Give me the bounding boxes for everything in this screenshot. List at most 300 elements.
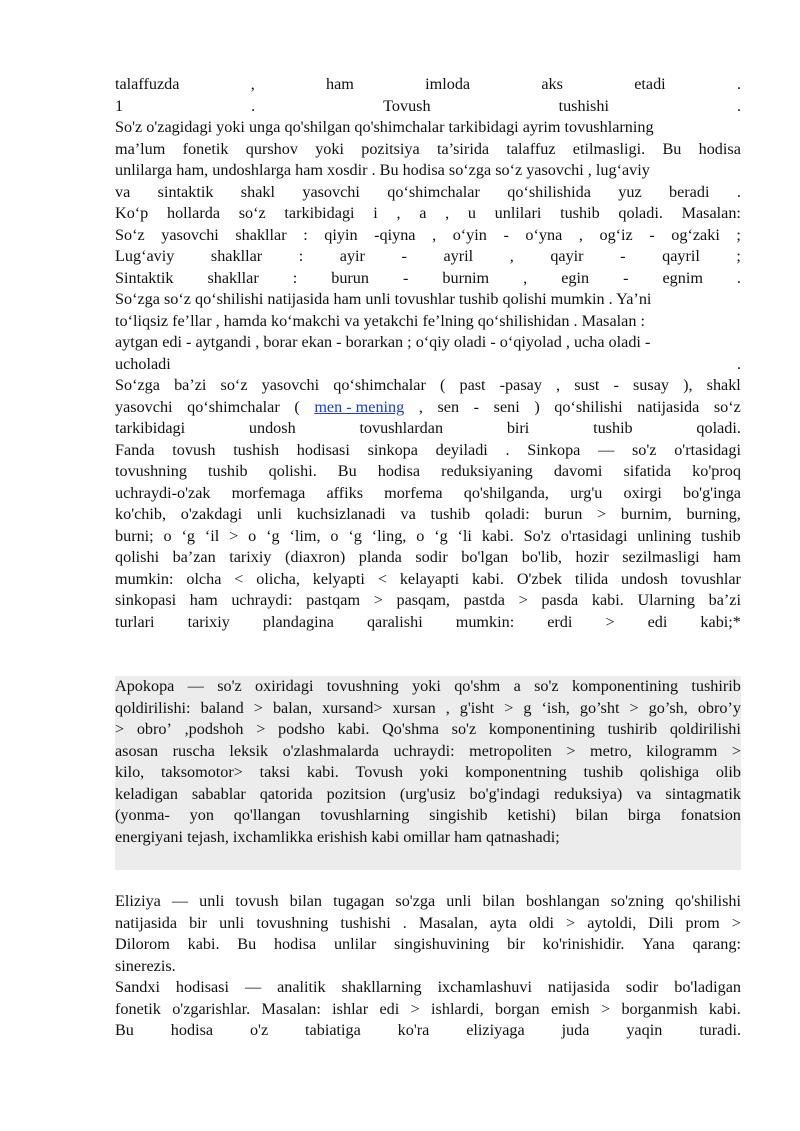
word: ‘g — [181, 526, 195, 545]
word: Eliziya — [115, 892, 161, 910]
word: kabi. — [337, 720, 370, 738]
word: . — [736, 182, 741, 201]
spacer — [115, 848, 741, 870]
word: o'zgarishlar. — [172, 999, 251, 1018]
word: — — [244, 978, 262, 996]
word: . — [736, 75, 741, 93]
word: qoladi. — [696, 419, 741, 437]
word: sinerezis. — [115, 956, 176, 975]
word: < — [234, 569, 244, 588]
word: hodisasi — [175, 978, 229, 996]
word: qurshov — [245, 139, 298, 158]
word: tushib — [701, 526, 741, 545]
word: unli — [256, 505, 283, 523]
word: — — [187, 677, 204, 695]
word: ko'chib, — [115, 505, 167, 523]
apokopa-section — [115, 676, 741, 848]
word: ( — [439, 376, 446, 394]
word: . — [736, 96, 741, 115]
word: balan, — [272, 698, 313, 717]
word: tushib — [583, 763, 624, 781]
text-line — [115, 590, 741, 612]
word: tovush — [235, 892, 279, 910]
word: tovushning — [115, 462, 187, 480]
word: ‘g — [348, 526, 362, 545]
word: hodisasi — [296, 440, 350, 459]
word: Bu — [662, 139, 682, 158]
text-line — [115, 117, 741, 139]
text-line — [115, 483, 741, 505]
word: (yonma- — [115, 806, 170, 824]
word: - — [620, 247, 626, 265]
word: kabi;* — [700, 612, 741, 631]
word: sintaktik — [157, 182, 214, 201]
word: energiyani tejash, ixchamlikka erishish kabi omillar ham qatnashadi; — [115, 827, 560, 846]
text-line — [115, 354, 741, 376]
word: > — [253, 698, 263, 717]
word: sinkopa — [367, 440, 418, 459]
word: tovushning — [326, 677, 399, 695]
text-line — [115, 246, 741, 268]
word: (urg'usiz — [399, 784, 456, 803]
word: metropoliten — [469, 741, 552, 760]
word: ‘g — [434, 526, 448, 545]
word: ham — [326, 75, 354, 93]
text-line — [115, 397, 741, 419]
word: erdi — [547, 612, 573, 631]
text-line — [115, 160, 741, 182]
word: emish — [550, 999, 590, 1018]
word: yoki — [419, 763, 449, 781]
word: olicha, — [256, 569, 300, 588]
word: ba’zi — [708, 591, 741, 609]
word: unli — [199, 892, 225, 910]
word: o'zlashmalarda — [282, 741, 379, 760]
word: fonetik — [115, 999, 161, 1018]
word: burnim — [442, 268, 490, 287]
word: mumkin: — [115, 569, 174, 588]
word: kabi. — [481, 526, 514, 545]
word: talaffuzda — [115, 75, 180, 93]
word: > — [410, 999, 420, 1018]
word: turadi. — [699, 1021, 741, 1039]
word: talaffuz — [506, 139, 556, 158]
word: ba’zan — [172, 548, 216, 566]
word: . — [736, 268, 741, 287]
word: seni — [493, 397, 520, 416]
word: tushib — [560, 204, 600, 222]
word: tushishi — [558, 96, 609, 115]
word: burni; — [115, 526, 154, 545]
word: natijasida — [115, 913, 178, 932]
word: ko'rinishidir. — [542, 935, 625, 953]
text-line — [115, 461, 741, 483]
text-line — [115, 289, 741, 311]
word: ), — [683, 376, 693, 394]
word: kuchsizlanadi — [296, 505, 386, 523]
word: qoldirilishi: — [115, 698, 191, 717]
text-line — [115, 805, 741, 827]
word: tovush — [172, 440, 216, 459]
word: urg'u — [570, 483, 603, 502]
word: Tovush — [355, 763, 403, 781]
text-line — [115, 569, 741, 591]
word: boshlangan — [525, 892, 600, 910]
text-line — [115, 139, 741, 161]
word: davomi — [553, 462, 603, 480]
word: ayril — [443, 247, 474, 265]
word: so'z — [217, 677, 242, 695]
word: taksomotor> — [160, 763, 243, 781]
text-line — [115, 913, 741, 935]
word: o‘yna — [525, 225, 563, 244]
word: biri — [506, 419, 530, 437]
word: kelyapti — [312, 569, 365, 588]
word: Yana — [642, 935, 675, 953]
word: singishuvining — [393, 935, 490, 953]
text-line — [115, 182, 741, 204]
text-line — [115, 1020, 741, 1042]
word: So'z — [523, 526, 551, 545]
word: obro’y — [697, 698, 741, 717]
word: yasovchi — [261, 376, 320, 394]
word: ‘ling, — [371, 526, 407, 545]
word: . — [402, 913, 407, 932]
word: : — [292, 268, 298, 287]
word: undosh — [248, 419, 296, 437]
word: sodir — [415, 548, 448, 566]
word: Dili — [648, 913, 674, 932]
word: > — [731, 741, 741, 760]
word: tovushlardan — [359, 419, 444, 437]
word: . — [505, 440, 510, 459]
word: qarang: — [692, 935, 741, 953]
word: i — [373, 204, 378, 222]
word: > — [518, 591, 528, 609]
word: Ularning — [637, 591, 695, 609]
word: qoladi. — [618, 204, 663, 222]
word: affiks — [326, 483, 364, 502]
word: kabi. — [187, 935, 220, 953]
word: o — [163, 526, 172, 545]
word: sifatida — [623, 462, 672, 480]
word: ; — [736, 247, 741, 265]
word: oldi — [528, 913, 554, 932]
word: ko'proq — [692, 462, 741, 480]
text-line — [115, 311, 741, 333]
word: edi — [379, 999, 400, 1018]
word: olib — [715, 763, 741, 781]
word: g — [523, 698, 532, 717]
word: > — [566, 741, 576, 760]
word: qo'shilganda, — [463, 483, 549, 502]
word: past — [459, 376, 486, 394]
word: tarixiy — [229, 548, 272, 566]
word: Lug‘aviy — [115, 247, 175, 265]
word: baland — [200, 698, 244, 717]
word: oxirgi — [623, 483, 662, 502]
word: edi — [647, 612, 668, 631]
word: qo'shm — [454, 677, 501, 695]
word: > — [504, 698, 514, 717]
text-line — [115, 440, 741, 462]
word: yon — [189, 806, 214, 824]
word: susay — [633, 376, 669, 394]
word: > — [373, 591, 383, 609]
word: qatorida — [259, 784, 313, 803]
word: bo'g'inga — [682, 483, 741, 502]
word: tilida — [574, 569, 609, 588]
word: kelayapti — [399, 569, 460, 588]
word: egin — [561, 268, 590, 287]
text-line — [115, 268, 741, 290]
text-line — [115, 762, 741, 784]
word: Bu — [115, 1021, 134, 1039]
word: tushish — [233, 440, 280, 459]
text-line — [115, 956, 741, 978]
word: o'zakdagi — [180, 505, 243, 523]
text-line — [115, 74, 741, 96]
word: Sinkopa — [527, 440, 581, 459]
word: deyiladi — [435, 440, 488, 459]
word: So'z o'zagidagi yoki unga qo'shilgan qo'shimchalar tarkibidagi ayrim tovushlarning — [115, 118, 654, 136]
word: Bu — [237, 935, 257, 953]
word: etadi — [634, 75, 666, 93]
word: tugagan — [333, 892, 385, 910]
word: borganmish — [621, 999, 698, 1018]
word: . — [736, 354, 741, 373]
word: asosan — [115, 741, 159, 760]
word: ruscha — [172, 741, 215, 760]
word: ‘g — [266, 526, 280, 545]
word: ayta — [489, 913, 517, 932]
word: > — [731, 913, 741, 932]
word: tushirib — [607, 720, 658, 738]
word: metro, — [589, 741, 632, 760]
word: xursand> — [322, 698, 383, 717]
word: fonatsion — [680, 806, 741, 824]
word: , — [556, 376, 561, 394]
word: kabi. — [708, 999, 741, 1018]
word: hozir — [575, 548, 609, 566]
men-mening-link[interactable]: men - mening — [314, 397, 405, 416]
word: shakl — [240, 182, 275, 201]
word: tushirib — [691, 677, 741, 695]
word: < — [377, 569, 387, 588]
word: va — [400, 505, 416, 523]
word: burun — [331, 268, 369, 287]
text-line — [115, 418, 741, 440]
word: so‘z — [220, 376, 248, 394]
word: qoladi: — [484, 505, 530, 523]
word: ketishi) — [507, 806, 556, 824]
word: > — [600, 999, 611, 1018]
word: u — [467, 204, 476, 222]
word: Qo'shma — [382, 720, 439, 738]
text-line — [115, 504, 741, 526]
word: ma’lum — [115, 139, 166, 158]
word: mumkin: — [455, 612, 515, 631]
text-line — [115, 203, 741, 225]
word: ayir — [339, 247, 365, 265]
word: So‘z — [115, 225, 145, 244]
word: ta’sirida — [436, 139, 490, 158]
word: ‘ish, — [541, 698, 570, 717]
word: pastqam — [306, 591, 361, 609]
word: kilogramm — [646, 741, 718, 760]
word: go’sh, — [648, 698, 688, 717]
word: ba’zi — [174, 376, 207, 394]
word: komponentining — [488, 720, 595, 738]
word: qoldirilishi — [669, 720, 741, 738]
word: -qiyna — [374, 225, 416, 244]
word: bir — [507, 935, 526, 953]
word: shakllarning — [341, 978, 422, 996]
word: so'z — [631, 440, 657, 459]
spacer — [115, 870, 741, 892]
word: sezilmasligi — [622, 548, 700, 566]
word: unlilarga ham, undoshlarga ham xosdir . Bu hodisa so‘zga so‘z yasovchi , lug‘aviy — [115, 161, 650, 179]
word: , — [509, 247, 514, 265]
word: qo‘shilishida — [507, 182, 591, 201]
word: unlilar — [333, 935, 377, 953]
word: kilo, — [115, 763, 145, 781]
word: ,podshoh — [184, 720, 244, 738]
word: qo‘shilishi — [554, 397, 623, 416]
word: ‘lim, — [289, 526, 321, 545]
word: birga — [627, 806, 661, 824]
text-line — [115, 332, 741, 354]
word: o‘yin — [452, 225, 487, 244]
word: Masalan: — [261, 999, 321, 1018]
word: aks — [541, 75, 563, 93]
word: kabi. — [306, 763, 339, 781]
word: podsho — [278, 720, 325, 738]
word: kabi. — [591, 591, 624, 609]
word: go’sht — [579, 698, 620, 717]
word: So‘zga so‘z qo‘shilishi natijasida ham unli tovushlar tushib qolishi mumkin . Ya’ni — [115, 290, 652, 308]
word: shakllar — [235, 225, 287, 244]
word: aytoldi, — [587, 913, 637, 932]
word: borgan — [494, 999, 540, 1018]
word: to‘liqsiz fe’llar , hamda ko‘makchi va yetakchi fe’lning qo‘shilishidan . Masalan : — [115, 311, 645, 330]
word: Fanda — [115, 440, 155, 459]
word: o — [248, 526, 257, 545]
word: - — [623, 268, 629, 287]
word: og‘iz — [599, 225, 633, 244]
text-line — [115, 676, 741, 698]
spacer — [115, 655, 741, 677]
document-body — [115, 74, 741, 1042]
word: burning, — [686, 505, 741, 523]
word: morfema — [384, 483, 443, 502]
word: -pasay — [499, 376, 542, 394]
word: bo'g'indagi — [469, 784, 541, 803]
word: uchraydi: — [393, 741, 455, 760]
word: yasovchi — [115, 397, 173, 416]
word: hodisa — [273, 935, 317, 953]
word: taksi — [259, 763, 291, 781]
tovush-tushishi-section — [115, 74, 741, 633]
text-line — [115, 719, 741, 741]
word: sust — [574, 376, 600, 394]
word: bilan — [482, 892, 515, 910]
word: oxiridagi — [255, 677, 314, 695]
word: o'z — [249, 1021, 269, 1039]
word: tarixiy — [187, 612, 230, 631]
word: plandagina — [262, 612, 334, 631]
word: : — [303, 225, 308, 244]
text-line — [115, 96, 741, 118]
word: keladigan — [115, 784, 178, 803]
word: planda — [358, 548, 402, 566]
word: qolishi. — [268, 462, 317, 480]
word: prom — [685, 913, 720, 932]
text-line — [115, 547, 741, 569]
word: analitik — [277, 978, 326, 996]
word: qolishi — [115, 548, 160, 566]
word: burnim, — [620, 505, 672, 523]
word: ham — [713, 548, 741, 566]
word: ( — [294, 397, 300, 416]
word: , — [418, 397, 423, 416]
text-line — [115, 999, 741, 1021]
text-line — [115, 934, 741, 956]
word: sodir — [625, 978, 659, 996]
word: hodisa — [377, 462, 421, 480]
word: unli — [219, 913, 245, 932]
word: unlining — [637, 526, 692, 545]
word: singishib — [429, 806, 488, 824]
word: tabiatiga — [305, 1021, 361, 1039]
word: egnim — [662, 268, 703, 287]
word: turlari — [115, 612, 155, 631]
word: etilmasligi. — [572, 139, 646, 158]
word: natijasida — [547, 978, 610, 996]
word: aytgan edi - aytgandi , borar ekan - borarkan ; o‘qiy oladi - o‘qiyolad , ucha oladi - — [115, 333, 651, 351]
word: qiyin — [324, 225, 358, 244]
word: : — [298, 247, 304, 265]
word: qo'shilishi — [675, 892, 741, 910]
word: ishlar — [332, 999, 369, 1018]
word: xursan — [392, 698, 436, 717]
word: og‘zaki — [671, 225, 720, 244]
word: qayril — [662, 247, 700, 265]
word: qo'llangan — [233, 806, 301, 824]
word: bo'lgan — [461, 548, 509, 566]
word: , — [432, 225, 437, 244]
word: so'zga — [395, 892, 436, 910]
word: leksik — [229, 741, 269, 760]
word: kabi. — [472, 569, 504, 588]
word: Masalan: — [681, 204, 741, 222]
word: shakllar — [210, 247, 263, 265]
word: uchraydi: — [231, 591, 293, 609]
word: , — [445, 204, 450, 222]
eliziya-section — [115, 891, 741, 1042]
text-line — [115, 784, 741, 806]
word: yoki — [315, 139, 344, 158]
word: ‘li — [457, 526, 472, 545]
word: pasda — [541, 591, 579, 609]
word: - — [402, 268, 409, 287]
word: (diaxron) — [284, 548, 346, 566]
text-line — [115, 612, 741, 634]
word: yasovchi — [302, 182, 360, 201]
word: sintagmatik — [665, 784, 741, 803]
word: pozitsion — [326, 784, 386, 803]
word: sen — [437, 397, 460, 416]
